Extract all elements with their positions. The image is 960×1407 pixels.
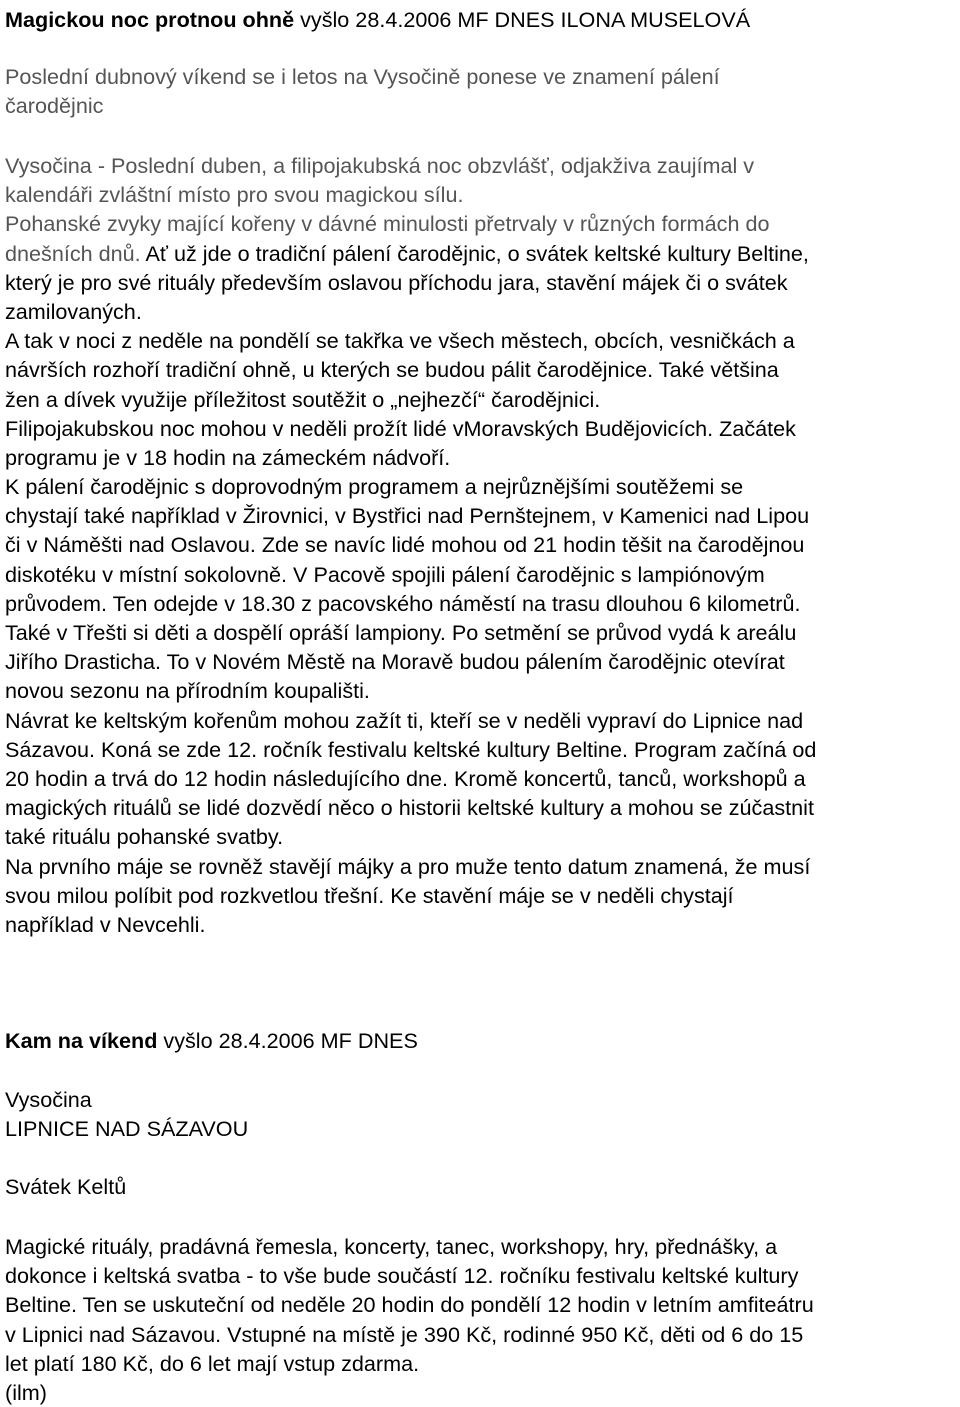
body-line: (ilm) — [5, 1379, 47, 1405]
body-line: Návrat ke keltským kořenům mohou zažít ti, kteří se v neděli vypraví do Lipnice nad — [5, 707, 804, 733]
article1-body — [5, 151, 955, 939]
body-gray-span: dnešních dnů. — [5, 240, 141, 266]
body-line: Beltine. Ten se uskuteční od neděle 20 hodin do pondělí 12 hodin v letním amfiteátru — [5, 1292, 814, 1318]
body-line: let platí 180 Kč, do 6 let mají vstup zdarma. — [5, 1350, 420, 1376]
place-label: LIPNICE NAD SÁZAVOU — [5, 1116, 249, 1142]
body-line: kalendáři zvláštní místo pro svou magickou sílu. — [5, 182, 464, 208]
subtitle-line: Poslední dubnový víkend se i letos na Vysočině ponese ve znamení pálení — [5, 64, 720, 89]
article2-body — [5, 1232, 955, 1407]
article2-header — [5, 1026, 418, 1055]
body-line — [5, 239, 955, 268]
article1-title: Magickou noc protnou ohně — [5, 7, 295, 32]
body-line: magických rituálů se lidé dozvědí něco o historii keltské kultury a mohou se zúčastnit — [5, 795, 814, 821]
body-line: A tak v noci z neděle na pondělí se takřka ve všech městech, obcích, vesničkách a — [5, 328, 795, 354]
body-line: 20 hodin a trvá do 12 hodin následujícího dne. Kromě koncertů, tanců, workshopů a — [5, 765, 806, 791]
body-black-span: Také většina — [653, 357, 779, 383]
region-label: Vysočina — [5, 1087, 92, 1112]
article1-meta: vyšlo 28.4.2006 MF DNES ILONA MUSELOVÁ — [294, 7, 751, 32]
article1-header — [5, 5, 750, 34]
body-line: Magické rituály, pradávná řemesla, koncerty, tanec, workshopy, hry, přednášky, a — [5, 1234, 778, 1259]
body-line: diskotéku v místní sokolovně. V Pacově spojili pálení čarodějnic s lampiónovým — [5, 561, 765, 587]
body-line: svou milou políbit pod rozkvetlou třešní. Ke stavění máje se v neděli chystají — [5, 882, 734, 908]
body-line: také rituálu pohanské svatby. — [5, 824, 284, 850]
body-line: dokonce i keltská svatba - to vše bude součástí 12. ročníku festivalu keltské kultury — [5, 1263, 799, 1289]
article2-meta: vyšlo 28.4.2006 MF DNES — [157, 1028, 418, 1053]
body-line: novou sezonu na přírodním koupališti. — [5, 678, 370, 704]
body-gray-span: návrších rozhoří tradiční ohně, u kterých se budou pálit čarodějnice. — [5, 357, 654, 383]
event-label: Svátek Keltů — [5, 1174, 127, 1199]
body-line: žen a dívek využije příležitost soutěžit o „nejhezčí“ čarodějnici. — [5, 386, 601, 412]
body-line: například v Nevcehli. — [5, 911, 206, 937]
subtitle-line: čarodějnic — [5, 93, 104, 119]
body-line: Pohanské zvyky mající kořeny v dávné minulosti přetrvaly v různých formách do — [5, 211, 770, 237]
body-line: K pálení čarodějnic s doprovodným programem a nejrůznějšími soutěžemi se — [5, 474, 744, 500]
body-line: průvodem. Ten odejde v 18.30 z pacovského náměstí na trasu dlouhou 6 kilometrů. — [5, 590, 801, 616]
body-line: chystají také například v Žirovnici, v Bystřici nad Pernštejnem, v Kamenici nad Lipou — [5, 503, 810, 529]
body-line: Sázavou. Koná se zde 12. ročník festivalu keltské kultury Beltine. Program začíná od — [5, 736, 817, 762]
article2-event — [5, 1172, 955, 1201]
body-line: programu je v 18 hodin na zámeckém nádvoří. — [5, 444, 451, 470]
article1-subtitle — [5, 62, 955, 120]
body-line: Na prvního máje se rovněž stavějí májky a pro muže tento datum znamená, že musí — [5, 853, 811, 879]
body-line: v Lipnici nad Sázavou. Vstupné na místě je 390 Kč, rodinné 950 Kč, děti od 6 do 15 — [5, 1321, 804, 1347]
body-line: Také v Třešti si děti a dospělí opráší lampiony. Po setmění se průvod vydá k areálu — [5, 620, 797, 645]
body-line — [5, 355, 955, 384]
body-line: zamilovaných. — [5, 298, 142, 324]
body-line: Filipojakubskou noc mohou v neděli prožít lidé vMoravských Budějovicích. Začátek — [5, 415, 796, 441]
body-line: či v Náměšti nad Oslavou. Zde se navíc lidé mohou od 21 hodin těšit na čarodějnou — [5, 532, 805, 558]
article2-title: Kam na víkend — [5, 1028, 158, 1053]
body-black-span: Ať už jde o tradiční pálení čarodějnic, o svátek keltské kultury Beltine, — [140, 240, 809, 266]
article2-location — [5, 1085, 955, 1143]
body-line: Jiřího Drasticha. To v Novém Městě na Moravě budou pálením čarodějnic otevírat — [5, 649, 785, 675]
body-line: který je pro své rituály především oslavou příchodu jara, stavění májek či o svátek — [5, 269, 788, 295]
body-line: Vysočina - Poslední duben, a filipojakubská noc obzvlášť, odjakživa zaujímal v — [5, 153, 755, 178]
